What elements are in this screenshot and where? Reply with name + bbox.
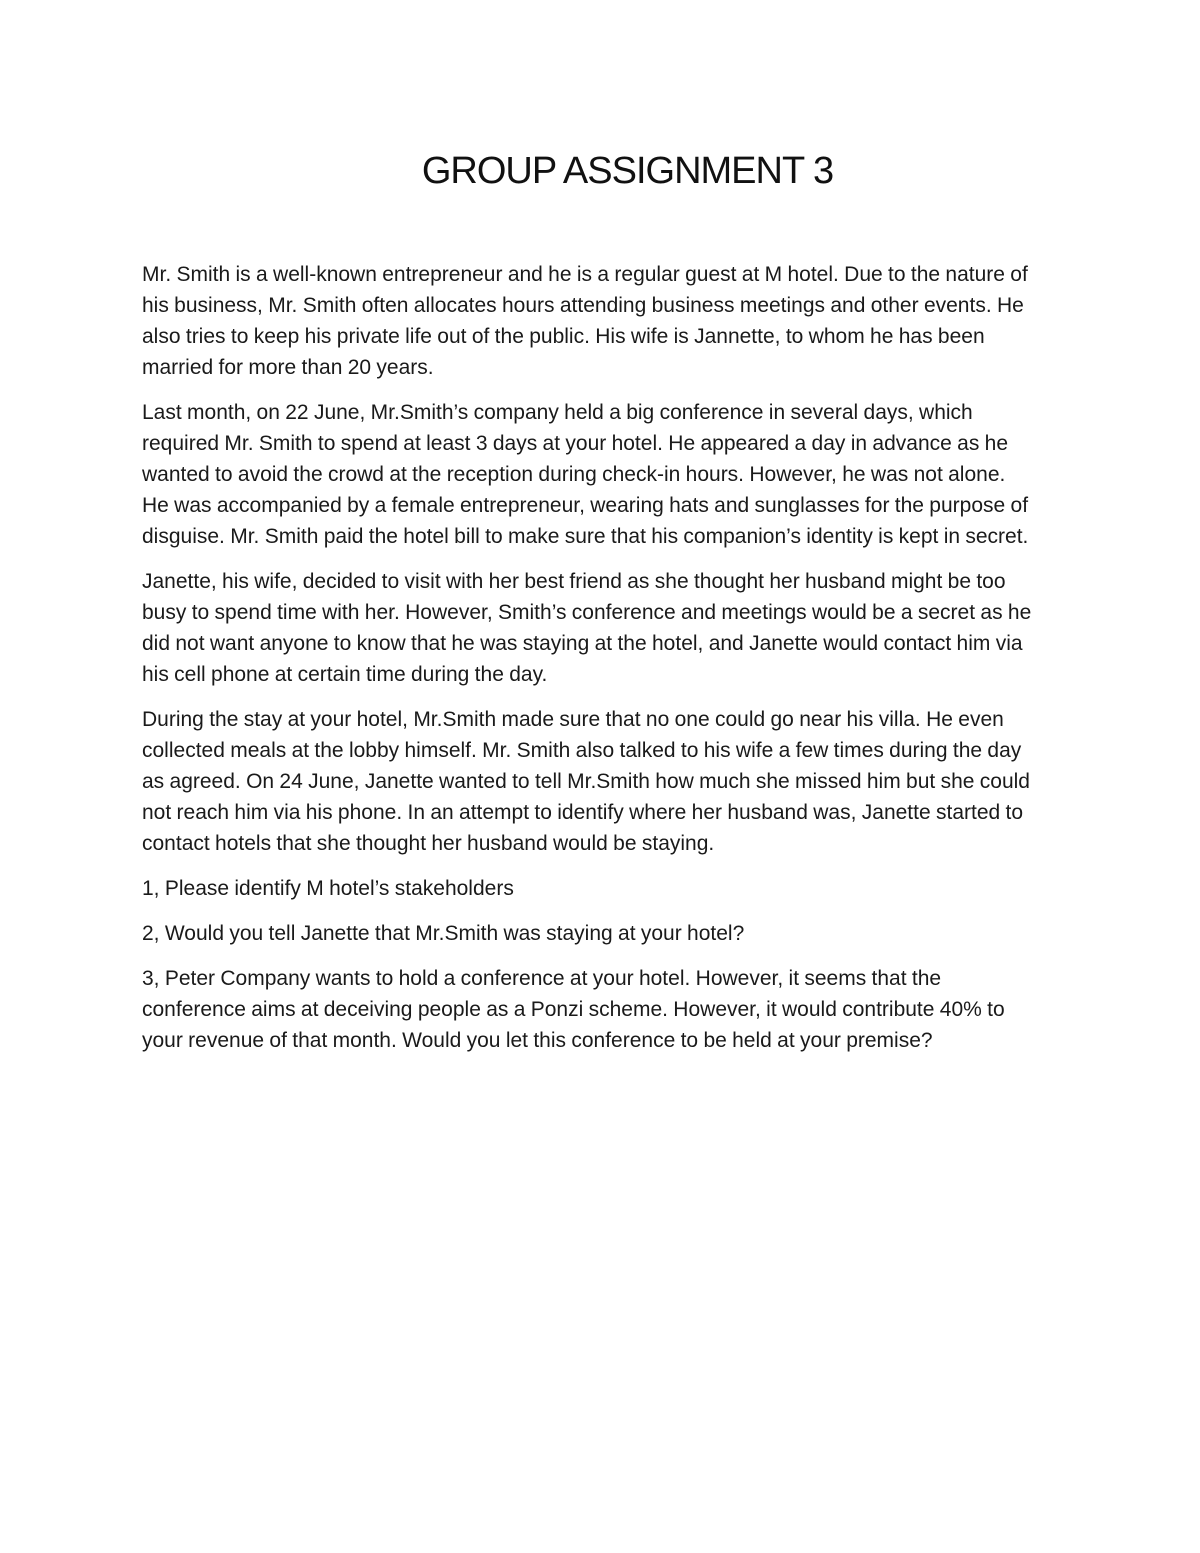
text-line: not reach him via his phone. In an attempt to identify where her husband was, Janette started to bbox=[142, 801, 1024, 824]
text-line: During the stay at your hotel, Mr.Smith made sure that no one could go near his villa. He even bbox=[142, 708, 1004, 731]
paragraph-intro bbox=[142, 259, 1122, 383]
question-3 bbox=[142, 963, 1122, 1056]
text-line: conference aims at deceiving people as a Ponzi scheme. However, it would contribute 40% to bbox=[142, 998, 1005, 1021]
text-line: wanted to avoid the crowd at the reception during check-in hours. However, he was not alone. bbox=[142, 463, 1006, 486]
text-line: also tries to keep his private life out of the public. His wife is Jannette, to whom he has been bbox=[142, 325, 985, 348]
text-line: as agreed. On 24 June, Janette wanted to tell Mr.Smith how much she missed him but she could bbox=[142, 770, 1030, 793]
question-1 bbox=[142, 873, 1122, 904]
text-line: collected meals at the lobby himself. Mr. Smith also talked to his wife a few times during the day bbox=[142, 739, 1022, 762]
text-line: disguise. Mr. Smith paid the hotel bill to make sure that his companion’s identity is kept in secret. bbox=[142, 525, 1029, 548]
text-line: He was accompanied by a female entrepreneur, wearing hats and sunglasses for the purpose of bbox=[142, 494, 1029, 517]
text-line: Last month, on 22 June, Mr.Smith’s company held a big conference in several days, which bbox=[142, 401, 973, 424]
document-body bbox=[142, 259, 1122, 1070]
text-line: 1, Please identify M hotel’s stakeholders bbox=[142, 877, 514, 900]
paragraph-stay bbox=[142, 704, 1122, 859]
text-line: Janette, his wife, decided to visit with her best friend as she thought her husband might be too bbox=[142, 570, 1006, 593]
text-line: his business, Mr. Smith often allocates hours attending business meetings and other events. He bbox=[142, 294, 1024, 317]
text-line: did not want anyone to know that he was staying at the hotel, and Janette would contact him via bbox=[142, 632, 1023, 655]
text-line: 2, Would you tell Janette that Mr.Smith was staying at your hotel? bbox=[142, 922, 745, 945]
text-line: busy to spend time with her. However, Smith’s conference and meetings would be a secret as he bbox=[142, 601, 1032, 624]
text-line: Mr. Smith is a well-known entrepreneur and he is a regular guest at M hotel. Due to the nature of bbox=[142, 263, 1028, 286]
text-line: required Mr. Smith to spend at least 3 days at your hotel. He appeared a day in advance as he bbox=[142, 432, 1009, 455]
question-2 bbox=[142, 918, 1122, 949]
paragraph-janette bbox=[142, 566, 1122, 690]
text-line: 3, Peter Company wants to hold a conference at your hotel. However, it seems that the bbox=[142, 967, 942, 990]
paragraph-last-month bbox=[142, 397, 1122, 552]
text-line: your revenue of that month. Would you let this conference to be held at your premise? bbox=[142, 1029, 933, 1052]
text-line: contact hotels that she thought her husband would be staying. bbox=[142, 832, 715, 855]
text-line: his cell phone at certain time during the day. bbox=[142, 663, 548, 686]
document-title: GROUP ASSIGNMENT 3 bbox=[421, 150, 834, 192]
text-line: married for more than 20 years. bbox=[142, 356, 434, 379]
